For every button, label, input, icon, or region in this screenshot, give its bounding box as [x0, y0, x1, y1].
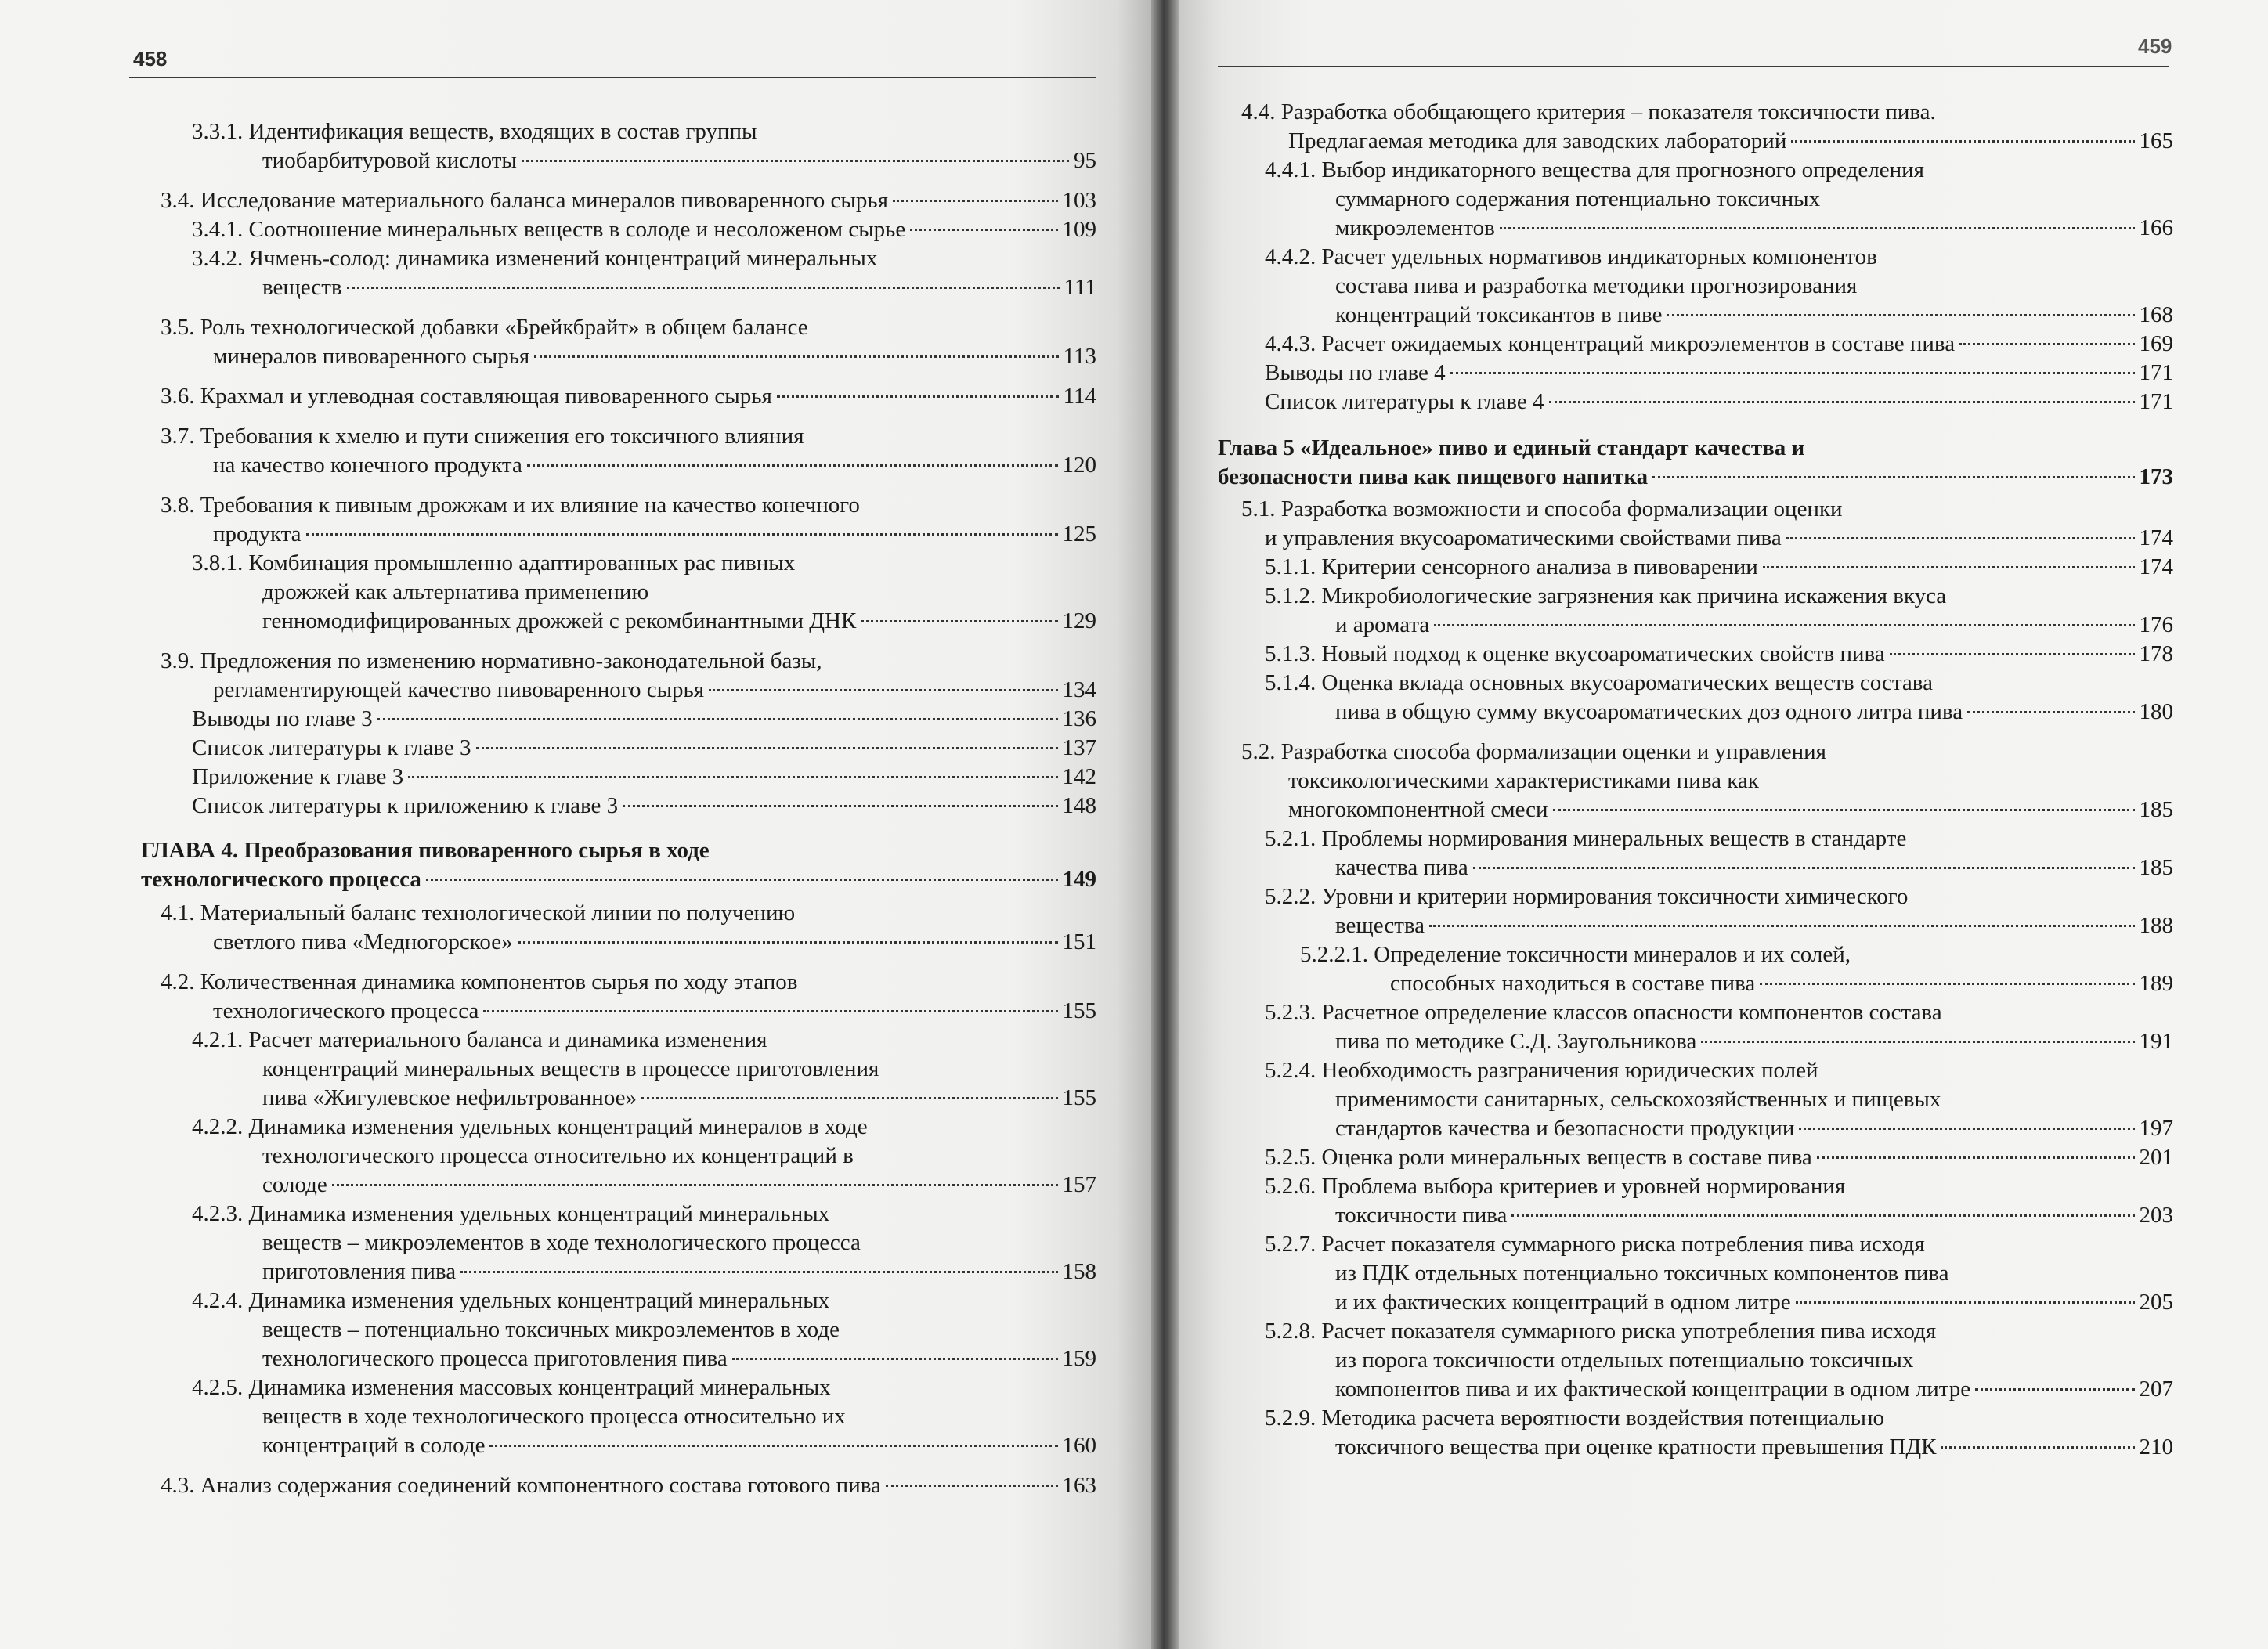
toc-entry-text: 5.2.8. Расчет показателя суммарного риска употребления пива исходя — [1265, 1319, 1937, 1344]
dot-leader — [732, 1358, 1058, 1360]
toc-entry-text: 3.8.1. Комбинация промышленно адаптированных рас пивных — [192, 550, 796, 576]
toc-entry-text: и аромата — [1335, 612, 1430, 637]
toc-entry — [1179, 495, 2197, 553]
toc-page-number: 201 — [2139, 1145, 2173, 1170]
toc-page-number: 185 — [2139, 855, 2173, 880]
toc-entry-text: 5.2.4. Необходимость разграничения юридических полей — [1265, 1058, 1818, 1083]
toc-entry — [0, 186, 1096, 215]
toc-entry — [1179, 582, 2197, 640]
toc-entry-text: генномодифицированных дрожжей с рекомбинантными ДНК — [262, 608, 857, 633]
toc-entry — [1179, 156, 2197, 243]
toc-page-number: 189 — [2139, 971, 2173, 996]
toc-entry-text: 4.3. Анализ содержания соединений компонентного состава готового пива — [161, 1473, 881, 1498]
dot-leader — [527, 464, 1058, 467]
toc-entry-text: и управления вкусоароматическими свойствами пива — [1265, 525, 1782, 550]
toc-page-number: 166 — [2139, 215, 2173, 240]
toc-entry — [0, 705, 1096, 734]
toc-page-number: 178 — [2139, 641, 2173, 666]
toc-entry-text: Глава 5 «Идеальное» пиво и единый стандарт качества и — [1218, 435, 1805, 460]
toc-entry-text: 5.2.3. Расчетное определение классов опасности компонентов состава — [1265, 1000, 1942, 1025]
dot-leader — [893, 200, 1058, 202]
header-rule — [129, 77, 1096, 78]
dot-leader — [1959, 343, 2134, 345]
toc-page-number: 210 — [2139, 1434, 2173, 1460]
toc-entry-text: пива по методике С.Д. Заугольникова — [1335, 1029, 1697, 1054]
toc-entry-text: 3.4.2. Ячмень-солод: динамика изменений концентраций минеральных — [192, 246, 878, 271]
toc-entry-text: 5.2.9. Методика расчета вероятности воздействия потенциально — [1265, 1405, 1884, 1431]
dot-leader — [489, 1445, 1057, 1447]
dot-leader — [1786, 537, 2135, 539]
toc-entry-text: 5.1.1. Критерии сенсорного анализа в пивоварении — [1265, 554, 1758, 579]
toc-entry — [1179, 640, 2197, 669]
page-number: 458 — [133, 47, 168, 70]
toc-entry — [1179, 1172, 2197, 1230]
toc-entry-text: солоде — [262, 1172, 327, 1197]
toc-page-number: 151 — [1062, 929, 1096, 954]
toc-entry-text: регламентирующей качество пивоваренного сырья — [213, 677, 705, 702]
toc-entry — [0, 491, 1096, 549]
toc-entry-text: концентраций минеральных веществ в процессе приготовления — [262, 1056, 879, 1081]
toc-entry-text: технологического процесса приготовления пива — [262, 1346, 728, 1371]
toc-entry — [1179, 824, 2197, 882]
dot-leader — [1760, 983, 2134, 985]
toc-page-number: 95 — [1074, 148, 1096, 173]
toc-entry-text: 4.2. Количественная динамика компонентов сырья по ходу этапов — [161, 969, 798, 994]
toc-entry — [1179, 1404, 2197, 1462]
toc-entry — [0, 1200, 1096, 1286]
dot-leader — [1796, 1301, 2135, 1304]
header-rule — [1218, 66, 2169, 67]
dot-leader — [1967, 711, 2134, 713]
toc-entry — [1179, 1317, 2197, 1404]
dot-leader — [332, 1184, 1058, 1186]
toc-list — [1179, 98, 2197, 1462]
toc-entry-text: 5.2.5. Оценка роли минеральных веществ в составе пива — [1265, 1145, 1812, 1170]
dot-leader — [1500, 227, 2135, 229]
dot-leader — [910, 229, 1057, 231]
dot-leader — [1799, 1128, 2134, 1130]
dot-leader — [534, 355, 1058, 358]
toc-page-number: 160 — [1062, 1433, 1096, 1458]
toc-entry-text: технологического процесса — [141, 867, 421, 892]
toc-entry-text: качества пива — [1335, 855, 1468, 880]
toc-entry-text: 4.2.5. Динамика изменения массовых концентраций минеральных — [192, 1375, 831, 1400]
toc-entry — [0, 968, 1096, 1026]
toc-entry-text: применимости санитарных, сельскохозяйственных и пищевых — [1335, 1087, 1941, 1112]
toc-page-number: 103 — [1062, 188, 1096, 213]
toc-entry-text: концентраций токсикантов в пиве — [1335, 302, 1663, 327]
toc-entry-text: микроэлементов — [1335, 215, 1495, 240]
toc-entry-text: 5.2.2. Уровни и критерии нормирования токсичности химического — [1265, 884, 1909, 909]
toc-entry-text: 4.2.1. Расчет материального баланса и динамика изменения — [192, 1027, 767, 1052]
toc-entry-text: веществ – потенциально токсичных микроэлементов в ходе — [262, 1317, 840, 1342]
toc-entry-text: Выводы по главе 3 — [192, 706, 373, 731]
toc-entry-text: 5.2.6. Проблема выбора критериев и уровней нормирования — [1265, 1174, 1846, 1199]
toc-entry-text: 4.4. Разработка обобщающего критерия – показателя токсичности пива. — [1241, 99, 1936, 124]
toc-page-number: 157 — [1062, 1172, 1096, 1197]
toc-entry — [0, 422, 1096, 480]
toc-entry-text: суммарного содержания потенциально токсичных — [1335, 186, 1821, 211]
toc-entry-text: продукта — [213, 521, 302, 547]
toc-page-number: 120 — [1062, 453, 1096, 478]
dot-leader — [1652, 476, 2134, 478]
toc-entry — [0, 792, 1096, 821]
dot-leader — [408, 776, 1057, 778]
toc-entry-text: безопасности пива как пищевого напитка — [1218, 464, 1649, 489]
toc-entry-text: 3.9. Предложения по изменению нормативно-законодательной базы, — [161, 648, 822, 673]
toc-entry-text: 4.2.3. Динамика изменения удельных концентраций минеральных — [192, 1201, 830, 1226]
dot-leader — [1701, 1041, 2134, 1043]
toc-page-number: 203 — [2139, 1203, 2173, 1228]
toc-entry — [1179, 1143, 2197, 1172]
toc-entry-text: веществ – микроэлементов в ходе технологического процесса — [262, 1230, 861, 1255]
toc-entry — [1179, 738, 2197, 824]
dot-leader — [483, 1010, 1057, 1012]
toc-page-number: 125 — [1062, 521, 1096, 547]
dot-leader — [1763, 566, 2135, 568]
dot-leader — [641, 1097, 1057, 1099]
toc-entry — [1179, 940, 2197, 998]
toc-entry-text: Приложение к главе 3 — [192, 764, 404, 789]
dot-leader — [460, 1271, 1057, 1273]
toc-page-number: 173 — [2139, 464, 2173, 489]
dot-leader — [347, 287, 1060, 289]
toc-entry-text: 4.4.2. Расчет удельных нормативов индикаторных компонентов — [1265, 244, 1877, 269]
toc-entry-text: ГЛАВА 4. Преобразования пивоваренного сырья в ходе — [141, 838, 710, 863]
toc-page-number: 149 — [1062, 867, 1096, 892]
toc-entry-text: 3.5. Роль технологической добавки «Брейкбрайт» в общем балансе — [161, 315, 808, 340]
toc-entry — [0, 836, 1096, 894]
toc-entry — [0, 313, 1096, 371]
toc-entry — [0, 647, 1096, 705]
book-gutter — [1151, 0, 1179, 1649]
toc-page-number: 171 — [2139, 360, 2173, 385]
toc-entry — [1179, 553, 2197, 582]
dot-leader — [1941, 1446, 2134, 1449]
toc-entry-text: 5.2.2.1. Определение токсичности минералов и их солей, — [1300, 942, 1851, 967]
toc-page-number: 137 — [1062, 735, 1096, 760]
dot-leader — [623, 805, 1057, 807]
dot-leader — [1434, 624, 2134, 626]
toc-entry-text: 4.1. Материальный баланс технологической линии по получению — [161, 900, 796, 926]
dot-leader — [709, 689, 1057, 691]
toc-entry — [0, 1113, 1096, 1200]
toc-page-number: 168 — [2139, 302, 2173, 327]
toc-page-number: 155 — [1062, 998, 1096, 1023]
dot-leader — [377, 718, 1058, 720]
dot-leader — [861, 620, 1057, 622]
toc-entry — [1179, 434, 2197, 492]
toc-entry — [0, 244, 1096, 302]
toc-page-number: 174 — [2139, 525, 2173, 550]
toc-entry — [1179, 243, 2197, 330]
toc-page-number: 174 — [2139, 554, 2173, 579]
toc-entry-text: 5.1. Разработка возможности и способа формализации оценки — [1241, 496, 1843, 521]
dot-leader — [1817, 1156, 2135, 1159]
toc-entry — [0, 899, 1096, 957]
toc-page-number: 158 — [1062, 1259, 1096, 1284]
toc-entry-text: пива в общую сумму вкусоароматических доз одного литра пива — [1335, 699, 1963, 724]
toc-entry-text: 3.6. Крахмал и углеводная составляющая пивоваренного сырья — [161, 384, 772, 409]
toc-page-number: 111 — [1064, 275, 1096, 300]
toc-entry-text: 4.4.3. Расчет ожидаемых концентраций микроэлементов в составе пива — [1265, 331, 1956, 356]
dot-leader — [476, 747, 1058, 749]
toc-entry-text: 3.8. Требования к пивным дрожжам и их влияние на качество конечного — [161, 493, 860, 518]
toc-page-number: 142 — [1062, 764, 1096, 789]
dot-leader — [426, 879, 1058, 881]
toc-page-number: 114 — [1063, 384, 1096, 409]
dot-leader — [1791, 140, 2134, 143]
toc-entry — [0, 1286, 1096, 1373]
toc-entry-text: концентраций в солоде — [262, 1433, 486, 1458]
toc-entry-text: из ПДК отдельных потенциально токсичных компонентов пива — [1335, 1261, 1949, 1286]
toc-page-number: 113 — [1063, 344, 1096, 369]
toc-entry-text: светлого пива «Медногорское» — [213, 929, 513, 954]
toc-entry-text: 4.2.2. Динамика изменения удельных концентраций минералов в ходе — [192, 1114, 868, 1139]
toc-entry-text: 4.2.4. Динамика изменения удельных концентраций минеральных — [192, 1288, 830, 1313]
toc-entry-text: 3.4.1. Соотношение минеральных веществ в солоде и несоложеном сырье — [192, 217, 906, 242]
toc-entry-text: Список литературы к главе 4 — [1265, 389, 1544, 414]
toc-entry-text: 5.2.1. Проблемы нормирования минеральных веществ в стандарте — [1265, 826, 1907, 851]
toc-entry-text: и их фактических концентраций в одном литре — [1335, 1290, 1791, 1315]
dot-leader — [518, 941, 1058, 944]
toc-entry-text: приготовления пива — [262, 1259, 457, 1284]
dot-leader — [1667, 314, 2134, 316]
toc-entry-text: многокомпонентной смеси — [1288, 797, 1548, 822]
toc-entry — [0, 1373, 1096, 1460]
toc-entry-text: технологического процесса относительно их концентраций в — [262, 1143, 854, 1168]
toc-entry-text: 3.7. Требования к хмелю и пути снижения его токсичного влияния — [161, 424, 804, 449]
toc-entry — [1179, 669, 2197, 727]
toc-page-number: 109 — [1062, 217, 1096, 242]
toc-entry-text: веществ — [262, 275, 342, 300]
toc-entry-text: 5.1.2. Микробиологические загрязнения как причина искажения вкуса — [1265, 583, 1947, 608]
toc-entry — [1179, 1056, 2197, 1143]
toc-entry-text: 5.1.4. Оценка вклада основных вкусоароматических веществ состава — [1265, 670, 1933, 695]
toc-page-number: 191 — [2139, 1029, 2173, 1054]
toc-entry-text: способных находиться в составе пива — [1390, 971, 1756, 996]
toc-entry — [0, 1471, 1096, 1500]
right-page — [1179, 0, 2268, 1649]
toc-entry-text: состава пива и разработка методики прогнозирования — [1335, 273, 1858, 298]
toc-entry — [0, 215, 1096, 244]
toc-entry-text: дрожжей как альтернатива применению — [262, 579, 649, 604]
toc-entry — [1179, 1230, 2197, 1317]
toc-entry-text: на качество конечного продукта — [213, 453, 522, 478]
dot-leader — [1429, 925, 2134, 927]
toc-entry-text: Список литературы к главе 3 — [192, 735, 471, 760]
toc-entry — [0, 763, 1096, 792]
toc-entry-text: 5.2.7. Расчет показателя суммарного риска потребления пива исходя — [1265, 1232, 1925, 1257]
toc-page-number: 180 — [2139, 699, 2173, 724]
toc-entry-text: тиобарбитуровой кислоты — [262, 148, 517, 173]
toc-entry-text: 5.2. Разработка способа формализации оценки и управления — [1241, 739, 1826, 764]
toc-entry — [1179, 388, 2197, 417]
toc-page-number: 197 — [2139, 1116, 2173, 1141]
dot-leader — [1549, 401, 2135, 403]
toc-entry-text: Список литературы к приложению к главе 3 — [192, 793, 619, 818]
dot-leader — [1553, 809, 2135, 811]
toc-entry-text: компонентов пива и их фактической концентрации в одном литре — [1335, 1377, 1971, 1402]
toc-entry-text: 5.1.3. Новый подход к оценке вкусоароматических свойств пива — [1265, 641, 1885, 666]
toc-entry-text: Выводы по главе 4 — [1265, 360, 1446, 385]
toc-entry-text: вещества — [1335, 913, 1425, 938]
toc-entry — [1179, 359, 2197, 388]
toc-entry-text: минералов пивоваренного сырья — [213, 344, 530, 369]
toc-entry — [1179, 98, 2197, 156]
toc-entry-text: технологического процесса — [213, 998, 479, 1023]
toc-page-number: 205 — [2139, 1290, 2173, 1315]
toc-entry-text: из порога токсичности отдельных потенциально токсичных — [1335, 1348, 1914, 1373]
toc-list — [0, 117, 1096, 1500]
toc-page-number: 129 — [1062, 608, 1096, 633]
toc-page-number: 159 — [1062, 1346, 1096, 1371]
toc-entry-text: стандартов качества и безопасности продукции — [1335, 1116, 1795, 1141]
toc-entry-text: 3.3.1. Идентификация веществ, входящих в состав группы — [192, 119, 757, 144]
toc-entry-text: токсичного вещества при оценке кратности превышения ПДК — [1335, 1434, 1937, 1460]
toc-entry-text: 3.4. Исследование материального баланса минералов пивоваренного сырья — [161, 188, 888, 213]
page-number: 459 — [2138, 34, 2172, 58]
dot-leader — [886, 1485, 1058, 1487]
toc-page-number: 148 — [1062, 793, 1096, 818]
dot-leader — [522, 160, 1069, 162]
toc-page-number: 134 — [1062, 677, 1096, 702]
toc-page-number: 176 — [2139, 612, 2173, 637]
dot-leader — [1450, 372, 2135, 374]
toc-entry-text: 4.4.1. Выбор индикаторного вещества для прогнозного определения — [1265, 157, 1924, 182]
dot-leader — [1473, 867, 2135, 869]
toc-page-number: 207 — [2139, 1377, 2173, 1402]
dot-leader — [1975, 1388, 2134, 1391]
toc-page-number: 155 — [1062, 1085, 1096, 1110]
toc-entry — [0, 549, 1096, 636]
toc-entry-text: токсикологическими характеристиками пива как — [1288, 768, 1759, 793]
toc-page-number: 136 — [1062, 706, 1096, 731]
toc-page-number: 185 — [2139, 797, 2173, 822]
toc-page-number: 171 — [2139, 389, 2173, 414]
toc-page-number: 163 — [1062, 1473, 1096, 1498]
dot-leader — [1890, 653, 2135, 655]
toc-entry — [1179, 330, 2197, 359]
toc-entry — [0, 1026, 1096, 1113]
dot-leader — [1511, 1214, 2134, 1217]
toc-entry-text: веществ в ходе технологического процесса относительно их — [262, 1404, 846, 1429]
toc-entry — [0, 734, 1096, 763]
toc-entry — [1179, 998, 2197, 1056]
toc-entry — [0, 382, 1096, 411]
toc-entry-text: Предлагаемая методика для заводских лабораторий — [1288, 128, 1787, 153]
toc-page-number: 169 — [2139, 331, 2173, 356]
dot-leader — [306, 533, 1058, 536]
toc-entry — [0, 117, 1096, 175]
toc-page-number: 188 — [2139, 913, 2173, 938]
toc-entry-text: токсичности пива — [1335, 1203, 1508, 1228]
toc-page-number: 165 — [2139, 128, 2173, 153]
toc-entry — [1179, 882, 2197, 940]
toc-entry-text: пива «Жигулевское нефильтрованное» — [262, 1085, 637, 1110]
dot-leader — [777, 395, 1059, 398]
